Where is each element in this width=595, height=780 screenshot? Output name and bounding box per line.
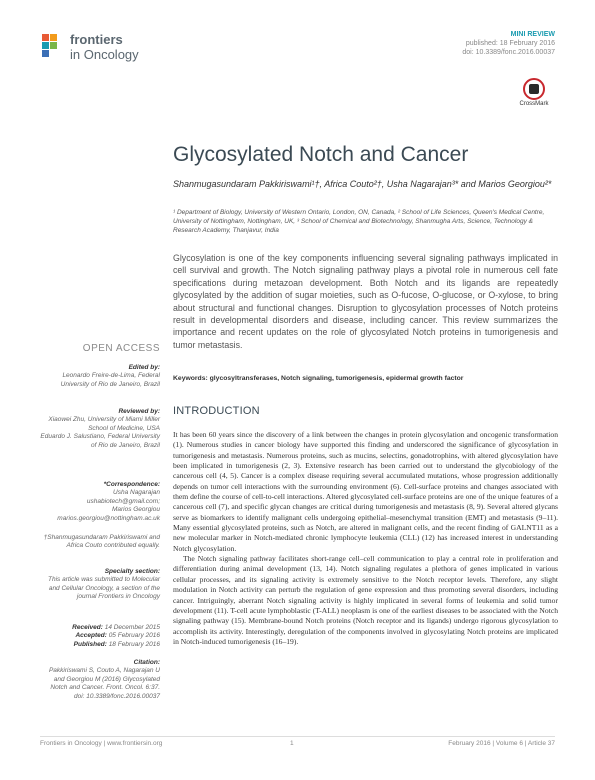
crossmark-button[interactable] xyxy=(517,78,551,107)
frontiers-logo-icon xyxy=(40,32,66,58)
reviewed-by-value: Xiaowei Zhu, University of Miami Miller School of Medicine, USA Eduardo J. Salustiano, Federal University of Rio de Janeiro, Brazil xyxy=(40,416,160,449)
published-label: Published: xyxy=(73,640,107,648)
specialty-value: This article was submitted to Molecular and Cellular Oncology, a section of the journal Frontiers in Oncology xyxy=(48,576,160,601)
edited-by-block xyxy=(40,364,160,389)
correspondence-label: *Correspondence: xyxy=(103,481,160,488)
crossmark-label: CrossMark xyxy=(519,101,549,107)
footer-volume-info: February 2016 | Volume 6 | Article 37 xyxy=(448,740,555,747)
specialty-block xyxy=(40,568,160,602)
keywords-label: Keywords: xyxy=(173,375,208,382)
correspondence-block xyxy=(40,481,160,523)
reviewed-by-block xyxy=(40,408,160,450)
body-text xyxy=(173,430,558,647)
section-heading-introduction: INTRODUCTION xyxy=(173,405,260,417)
citation-value: Pakkiriswami S, Couto A, Nagarajan U and Georgiou M (2016) Glycosylated Notch and Cancer. Front. Oncol. 6:37. doi: 10.3389/fonc.2016.00037 xyxy=(48,667,160,700)
citation-block xyxy=(40,659,160,701)
accepted-label: Accepted: xyxy=(75,632,107,640)
keywords-list: glycosyltransferases, Notch signaling, tumorigenesis, epidermal growth factor xyxy=(209,375,464,382)
citation-label: Citation: xyxy=(133,659,160,666)
article-type: MINI REVIEW xyxy=(510,31,555,38)
edited-by-label: Edited by: xyxy=(128,364,160,371)
published-value: 18 February 2016 xyxy=(108,640,160,648)
edited-by-value: Leonardo Freire-de-Lima, Federal University of Rio de Janeiro, Brazil xyxy=(60,372,160,388)
crossmark-icon xyxy=(523,78,545,100)
doi-link[interactable]: doi: 10.3389/fonc.2016.00037 xyxy=(462,49,555,56)
keywords xyxy=(173,375,558,382)
received-date: 14 December 2015 xyxy=(104,624,160,631)
page-footer xyxy=(40,740,555,752)
affiliations: ¹ Department of Biology, University of Western Ontario, London, ON, Canada, ² School of Life Sciences, Queen's Medical Centre, University of Nottingham, Nottingham, UK, ³ School of Chemical and Biotechnology, Shanmugha Arts, Science, Technology & Research Academy, Thanjavur, India xyxy=(173,209,545,234)
article-meta-header xyxy=(462,30,555,57)
received-label: Received: xyxy=(72,624,103,631)
specialty-label: Specialty section: xyxy=(104,568,160,575)
author-list: Shanmugasundaram Pakkiriswami¹†, Africa Couto²†, Usha Nagarajan³* and Marios Georgiou²* xyxy=(173,179,552,189)
dates-block xyxy=(40,624,160,649)
journal-logo[interactable] xyxy=(40,30,180,70)
paragraph-2: The Notch signaling pathway facilitates short-range cell–cell communication to play a central role in proliferation and differentiation during animal development (13, 14). Notch signaling regulates a plethora of genes implicated in various cellular processes, and its signaling activity is extremely sensitive to the Notch receptor levels. Therefore, any slight modulation in Notch activity can perturb the regulation of gene expression and thus promoting several disorders, including cancer. Intriguingly, aberrant Notch signaling activity is highly implicated in several forms of leukemia and solid tumor development (11). T-cell acute lymphoblastic (T-ALL) neoplasm is one of the earliest diseases to be associated with the Notch signaling pathway (15). Membrane-bound Notch proteins (Notch receptor and its ligands) undergo rigorous glycosylation to accomplish its activity. Interestingly, deregulation of the components involved in glycosylating Notch proteins are implicated in Notch-induced tumorigenesis (16–19). xyxy=(173,554,558,646)
abstract: Glycosylation is one of the key components influencing several signaling pathways implicated in cell survival and growth. The Notch signaling pathway plays a pivotal role in numerous cell fate specifications during metazoan development. Both Notch and its ligands are repeatedly glycosylated by the addition of sugar moieties, such as O-fucose, O-glucose, or O-xylose, to bring about structural and functional changes. Disruption to glycosylation processes of Notch proteins result in developmental disorders and disease, including cancer. This review summarizes the importance and recent updates on the role of glycosylated Notch proteins in tumorigenesis and tumor metastasis. xyxy=(173,253,558,350)
accepted-date: 05 February 2016 xyxy=(108,632,160,640)
reviewed-by-label: Reviewed by: xyxy=(118,408,160,415)
paragraph-1: It has been 60 years since the discovery of a link between the changes in protein glycosylation and oncogenic transformation (1). Numerous studies in cancer biology have supported this finding and underscored the significance of glycosylation in tumorigenesis and metastasis. Numerous proteins, such as mucins, selectins, gonadotrophins, with altered glycosylation have been implicated in tumorigenesis (2, 3). Extensive research has been carried out to understand the glycobiology of the cancerous cell (4, 5). Cancer is a complex disease requiring several accumulated mutations, whose progression additionally depends on tumor cell interactions with the surrounding environment (6). Cell-surface proteins and changes associated with them define the course of cell-to-cell interactions. Altered glycosylated cell-surface proteins are one of the unique features of a cancerous cell (7), and specific glycan changes are critical during tumorigenesis and metastasis (8, 9). Several altered glycans serve as biomarkers to identify malignant cells undergoing epithelial–mesenchymal transition (EMT) and metastasis (9–11). Many essential glycosylated proteins, such as Notch, are altered in malignant cells, and the recent finding of GALNT11 as a new molecular marker in Notch-mediated chronic lymphocyte leukemia (CLL) (12) has increased interest in understanding Notch glycosylation. xyxy=(173,430,558,553)
open-access-badge: OPEN ACCESS xyxy=(82,343,160,354)
page-number: 1 xyxy=(290,740,294,747)
footer-divider xyxy=(40,736,555,737)
published-date: published: 18 February 2016 xyxy=(465,40,555,47)
correspondence-value[interactable]: Usha Nagarajan ushabiotech@gmail.com; Marios Georgiou marios.georgiou@nottingham.ac.uk xyxy=(57,489,160,522)
journal-name-line2: in Oncology xyxy=(70,47,139,62)
article-title: Glycosylated Notch and Cancer xyxy=(173,143,469,166)
contribution-note: †Shanmugasundaram Pakkiriswami and Africa Couto contributed equally. xyxy=(43,534,160,550)
journal-name-line1: frontiers xyxy=(70,32,123,47)
footer-journal-link[interactable]: Frontiers in Oncology | www.frontiersin.org xyxy=(40,740,163,747)
